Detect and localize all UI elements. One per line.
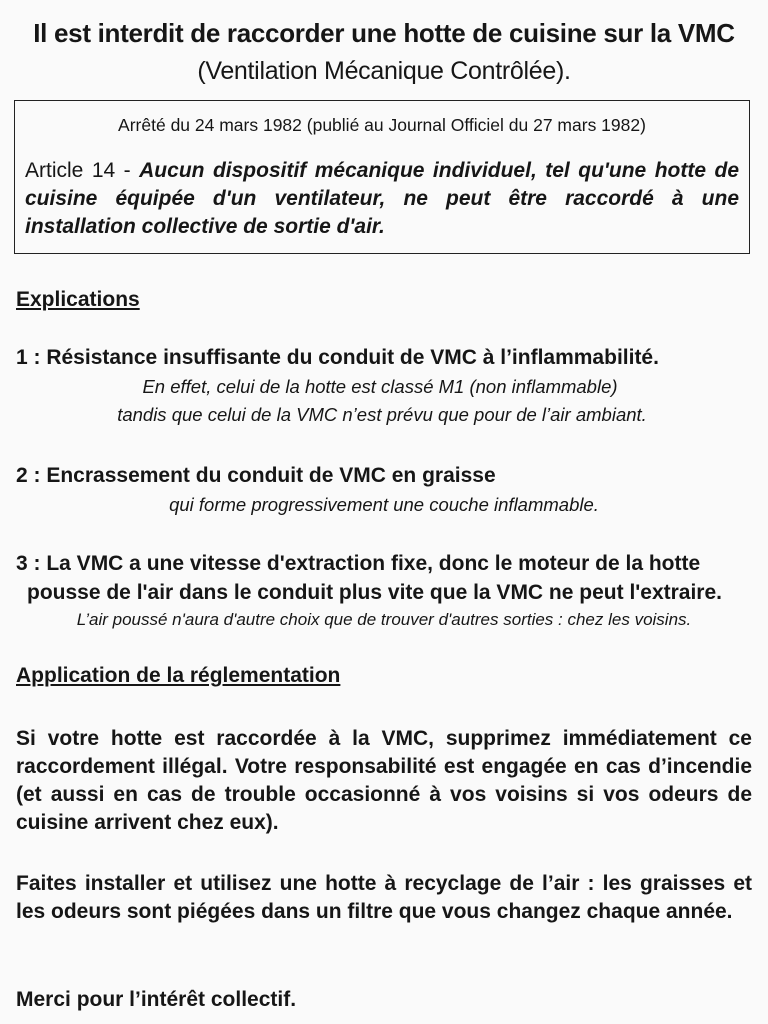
legal-reference-box bbox=[14, 100, 750, 254]
explication-1-title: 1 : Résistance insuffisante du conduit de VMC à l’inflammabilité. bbox=[16, 346, 659, 369]
explications-heading: Explications bbox=[16, 288, 140, 311]
closing-thanks: Merci pour l’intérêt collectif. bbox=[16, 988, 297, 1011]
explication-3-line-1: L’air poussé n'aura d'autre choix que de trouver d'autres sorties : chez les voisins. bbox=[76, 610, 692, 629]
explication-3-title-continued: pousse de l'air dans le conduit plus vite que la VMC ne peut l'extraire. bbox=[27, 581, 722, 604]
article-14 bbox=[25, 157, 739, 241]
decree-reference: Arrêté du 24 mars 1982 (publié au Journal Officiel du 27 mars 1982) bbox=[118, 115, 646, 135]
explication-3-title: 3 : La VMC a une vitesse d'extraction fixe, donc le moteur de la hotte bbox=[16, 552, 701, 575]
explication-1-line-2: tandis que celui de la VMC n’est prévu que pour de l’air ambiant. bbox=[117, 404, 647, 425]
explication-2-line-1: qui forme progressivement une couche inflammable. bbox=[169, 494, 599, 515]
explication-2-title: 2 : Encrassement du conduit de VMC en graisse bbox=[16, 464, 496, 487]
application-paragraph-1: Si votre hotte est raccordée à la VMC, supprimez immédiatement ce raccordement illégal. Votre responsabilité est engagée en cas d’incendie (et aussi en cas de trouble occasionné à vos voisins si vos odeurs de cuisine arrivent chez eux). bbox=[16, 727, 752, 834]
application-heading: Application de la réglementation bbox=[16, 664, 341, 687]
article-prefix: Article 14 - bbox=[25, 159, 140, 182]
article-text: Aucun dispositif mécanique individuel, tel qu'une hotte de cuisine équipée d'un ventilateur, ne peut être raccordé à une installation collective de sortie d'air. bbox=[25, 159, 740, 238]
explication-1-line-1: En effet, celui de la hotte est classé M1 (non inflammable) bbox=[142, 376, 618, 397]
application-paragraph-2: Faites installer et utilisez une hotte à recyclage de l’air : les graisses et les odeurs sont piégées dans un filtre que vous changez chaque année. bbox=[16, 872, 752, 923]
page-title: Il est interdit de raccorder une hotte de cuisine sur la VMC bbox=[33, 18, 735, 48]
page-subtitle: (Ventilation Mécanique Contrôlée). bbox=[197, 57, 571, 85]
